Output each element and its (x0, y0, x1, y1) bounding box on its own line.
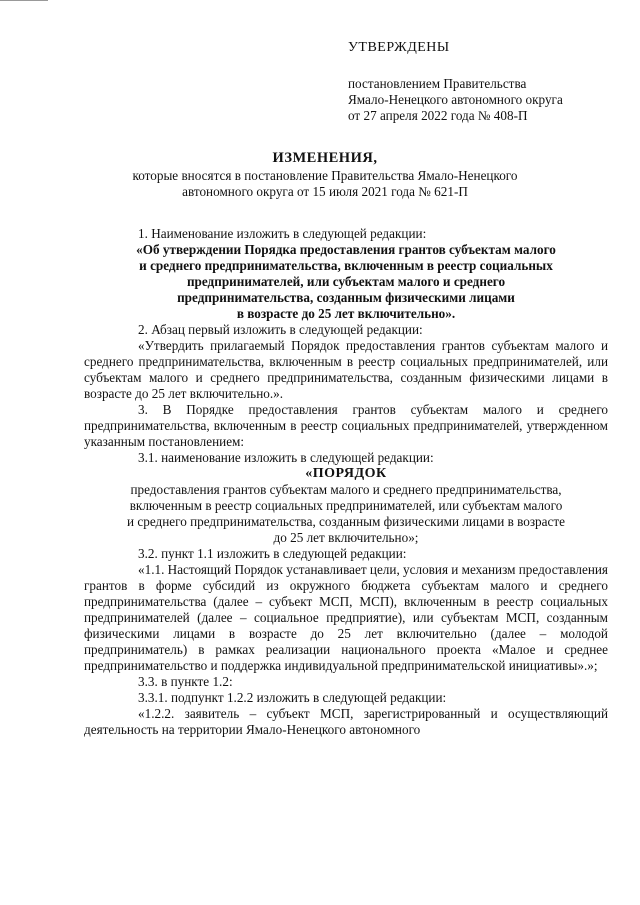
approval-title: УТВЕРЖДЕНЫ (348, 40, 450, 55)
document-body (84, 226, 608, 738)
document-header (90, 150, 560, 200)
item-1-bold-line: и среднего предпринимательства, включенным в реестр социальных (139, 258, 553, 273)
item-2: 2. Абзац первый изложить в следующей редакции: (138, 322, 423, 337)
order-line: предоставления грантов субъектам малого и среднего предпринимательства, (130, 482, 562, 497)
approval-line: постановлением Правительства (348, 76, 527, 91)
item-1-bold-line: в возрасте до 25 лет включительно». (236, 306, 456, 321)
item-1-bold-line: предпринимателей, или субъектам малого и среднего (186, 274, 506, 289)
item-3-3: 3.3. в пункте 1.2: (138, 674, 233, 689)
item-1: 1. Наименование изложить в следующей редакции: (138, 226, 427, 241)
item-2-text: «Утвердить прилагаемый Порядок предоставления грантов субъектам малого и среднего предпринимательства, включенным в реестр социальных предпринимателей, или субъектам малого и среднего предпринимательства, созданным физическими лицами в возрасте до 25 лет включительно.». (84, 338, 608, 401)
item-3-2: 3.2. пункт 1.1 изложить в следующей редакции: (138, 546, 407, 561)
item-3: 3. В Порядке предоставления грантов субъектам малого и среднего предпринимательства, включенным в реестр социальных предпринимателей, утвержденном указанным постановлением: (84, 402, 608, 449)
document-subtitle-line: которые вносятся в постановление Правительства Ямало-Ненецкого (132, 168, 518, 183)
order-title: «ПОРЯДОК (305, 466, 387, 481)
item-3-2-text: «1.1. Настоящий Порядок устанавливает цели, условия и механизм предоставления грантов в форме субсидий из окружного бюджета субъектам малого и среднего предпринимательства (далее – субъект МСП, МСП), включенным в реестр социальных предпринимателей (далее – социальное предприятие), или субъектам МСП, созданным физическими лицами в возрасте до 25 лет включительно (далее – молодой предприниматель) в рамках реализации национального проекта «Малое и среднее предпринимательство и поддержка индивидуальной предпринимательской инициативы».»; (84, 562, 608, 673)
approval-block (348, 40, 638, 124)
approval-line: Ямало-Ненецкого автономного округа (348, 92, 563, 107)
order-line: включенным в реестр социальных предпринимателей, или субъектам малого (129, 498, 563, 513)
document-title: ИЗМЕНЕНИЯ, (272, 150, 378, 166)
item-1-bold-line: «Об утверждении Порядка предоставления грантов субъектам малого (136, 242, 556, 257)
approval-line: от 27 апреля 2022 года № 408-П (348, 108, 528, 123)
item-1-bold-line: предпринимательства, созданным физическими лицами (177, 290, 515, 305)
item-3-1: 3.1. наименование изложить в следующей редакции: (138, 450, 434, 465)
order-line: и среднего предпринимательства, созданным физическими лицами в возрасте (127, 514, 565, 529)
document-subtitle-line: автономного округа от 15 июля 2021 года № 621-П (182, 184, 468, 199)
scan-corner-mark (0, 0, 48, 4)
item-3-3-1-text: «1.2.2. заявитель – субъект МСП, зарегистрированный и осуществляющий деятельность на территории Ямало-Ненецкого автономного (84, 706, 608, 737)
item-3-3-1: 3.3.1. подпункт 1.2.2 изложить в следующей редакции: (138, 690, 447, 705)
order-line: до 25 лет включительно»; (273, 530, 419, 545)
